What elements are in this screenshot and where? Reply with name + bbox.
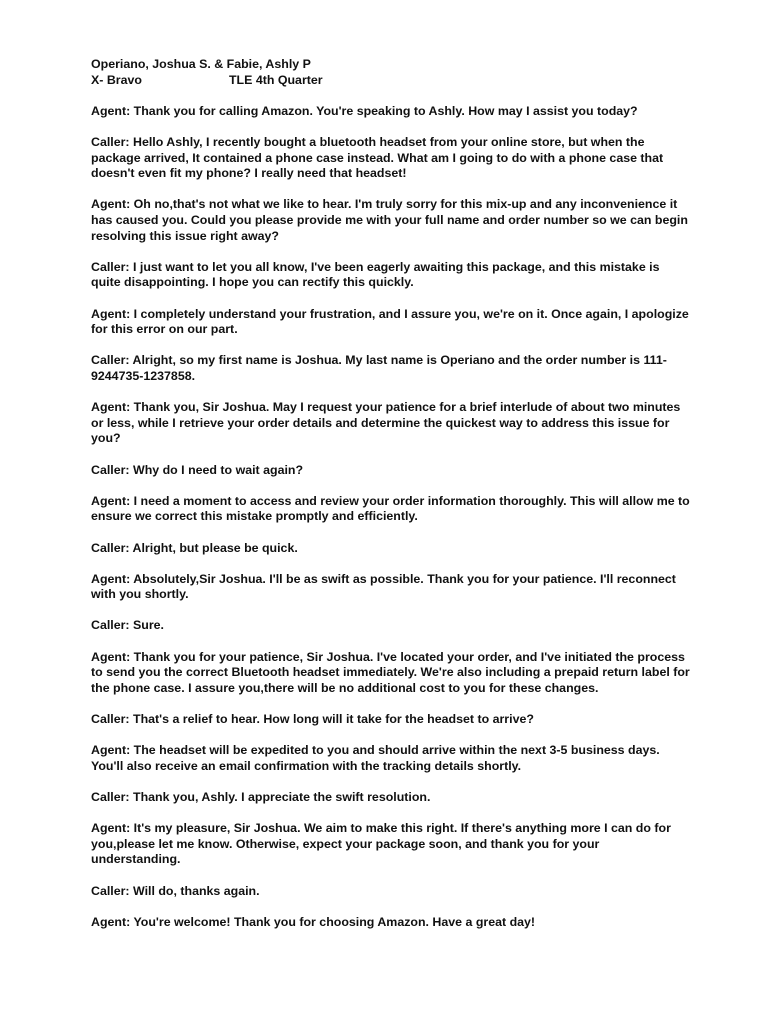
dialogue-line-agent: Agent: I completely understand your frustration, and I assure you, we're on it. Once again, I apologize for this error on our part. <box>91 306 689 337</box>
dialogue-line-caller: Caller: Will do, thanks again. <box>91 883 260 898</box>
dialogue-line-caller: Caller: That's a relief to hear. How long will it take for the headset to arrive? <box>91 712 534 727</box>
dialogue-line-caller: Caller: Alright, but please be quick. <box>91 540 298 555</box>
dialogue-transcript <box>91 104 691 930</box>
dialogue-line-caller: Caller: Why do I need to wait again? <box>91 462 304 477</box>
dialogue-line-caller: Caller: I just want to let you all know, I've been eagerly awaiting this package, and this mistake is quite disappointing. I hope you can rectify this quickly. <box>91 259 660 290</box>
dialogue-line-agent: Agent: Absolutely,Sir Joshua. I'll be as swift as possible. Thank you for your patience. I'll reconnect with you shortly. <box>91 571 676 602</box>
dialogue-line-agent: Agent: Thank you for your patience, Sir Joshua. I've located your order, and I've initiated the process to send you the correct Bluetooth headset immediately. We're also including a prepaid return label for the phone case. I assure you,there will be no additional cost to you for these changes. <box>91 649 690 695</box>
dialogue-line-caller: Caller: Thank you, Ashly. I appreciate the swift resolution. <box>91 790 431 804</box>
section-subject-line <box>91 73 691 89</box>
dialogue-line-agent: Agent: Thank you, Sir Joshua. May I request your patience for a brief interlude of about two minutes or less, while I retrieve your order details and determine the quickest way to address this issue for you? <box>91 400 681 446</box>
dialogue-line-agent: Agent: I need a moment to access and review your order information thoroughly. This will allow me to ensure we correct this mistake promptly and efficiently. <box>91 493 690 524</box>
dialogue-line-agent: Agent: Thank you for calling Amazon. You're speaking to Ashly. How may I assist you today? <box>91 103 638 118</box>
dialogue-line-caller: Caller: Hello Ashly, I recently bought a bluetooth headset from your online store, but when the package arrived, It contained a phone case instead. What am I going to do with a phone case that doesn't even fit my phone? I really need that headset! <box>91 135 664 181</box>
authors-line: Operiano, Joshua S. & Fabie, Ashly P <box>91 57 311 71</box>
dialogue-line-caller: Caller: Alright, so my first name is Joshua. My last name is Operiano and the order number is 111-9244735-1237858. <box>91 353 667 383</box>
document-content <box>91 57 691 946</box>
dialogue-line-agent: Agent: The headset will be expedited to you and should arrive within the next 3-5 business days. You'll also receive an email confirmation with the tracking details shortly. <box>91 743 660 773</box>
section-label: X- Bravo <box>91 72 142 87</box>
subject-label: TLE 4th Quarter <box>228 72 323 87</box>
dialogue-line-agent: Agent: Oh no,that's not what we like to hear. I'm truly sorry for this mix-up and any inconvenience it has caused you. Could you please provide me with your full name and order number so we can begin resolving this issue right away? <box>91 197 688 243</box>
dialogue-line-agent: Agent: You're welcome! Thank you for choosing Amazon. Have a great day! <box>91 914 536 929</box>
dialogue-line-caller: Caller: Sure. <box>91 618 164 633</box>
dialogue-line-agent: Agent: It's my pleasure, Sir Joshua. We aim to make this right. If there's anything more I can do for you,please let me know. Otherwise, expect your package soon, and thank you for your understanding. <box>91 821 671 867</box>
